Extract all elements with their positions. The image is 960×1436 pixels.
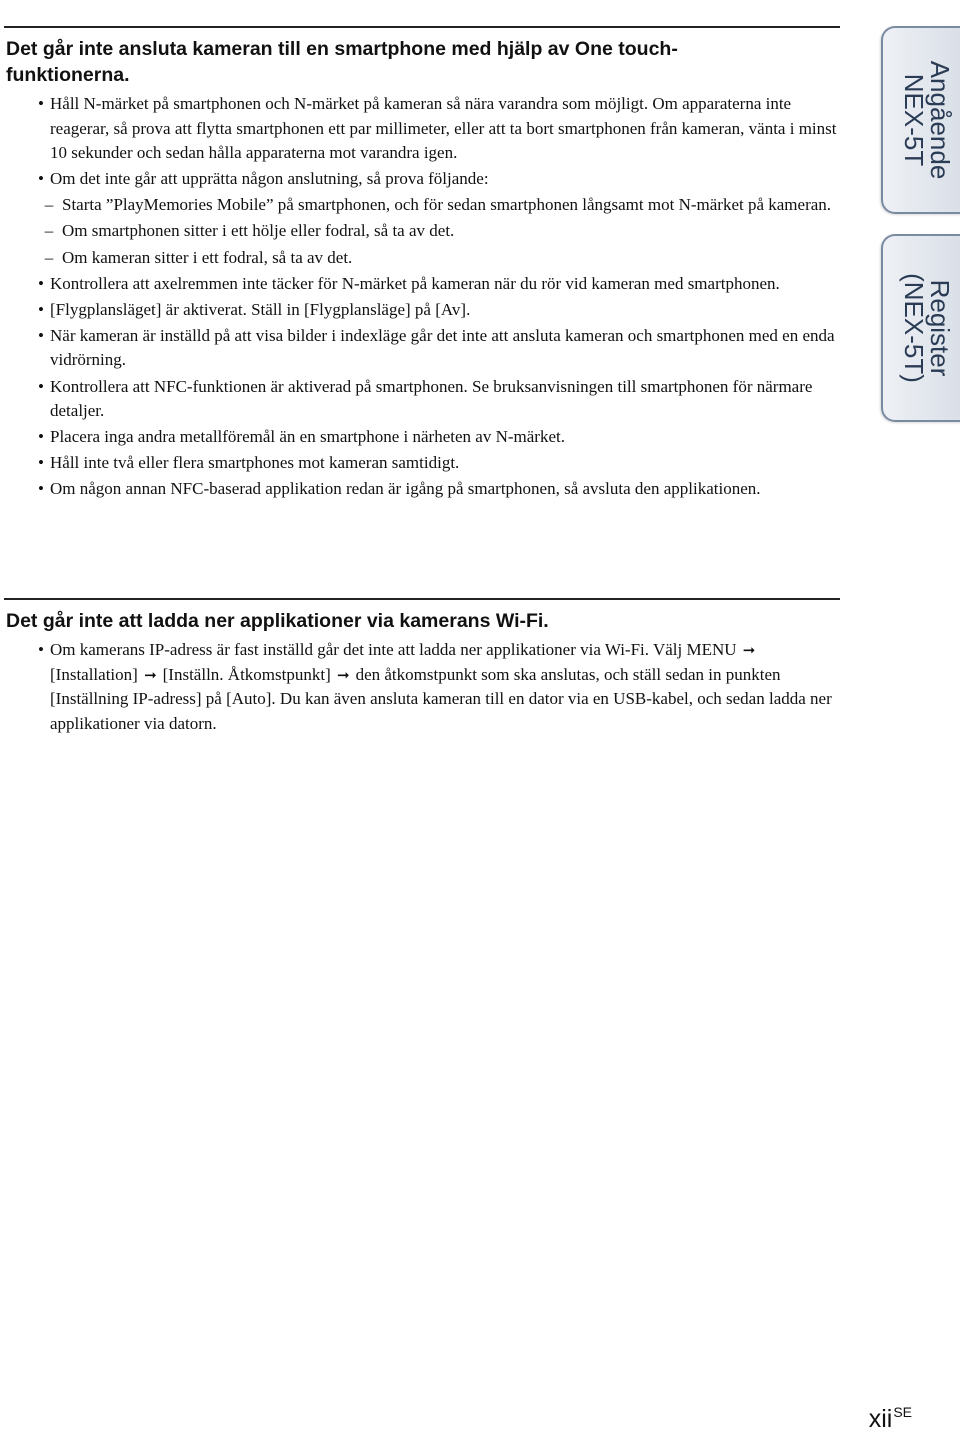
list-item-text: Om någon annan NFC-baserad applikation redan är igång på smartphonen, så avsluta den applikationen. [50, 479, 761, 499]
list-item [4, 272, 840, 297]
troubleshooting-list [4, 638, 840, 736]
list-item-text: Om kameran sitter i ett fodral, så ta av det. [62, 247, 353, 267]
list-item-text: Om det inte går att upprätta någon anslutning, så prova följande: [50, 169, 489, 189]
list-item-text: [Flygplansläget] är aktiverat. Ställ in [Flygplansläge] på [Av]. [50, 299, 471, 319]
list-item-text: Håll N-märket på smartphonen och N-märket på kameran så nära varandra som möjligt. Om apparaterna inte reagerar, så prova att flytta smartphonen ett par millimeter, eller att ta bort smartphonen från kameran, vänta i minst 10 sekunder och sedan hålla apparaterna mot varandra igen. [50, 94, 837, 163]
list-item [4, 324, 840, 373]
list-item-text: Kontrollera att NFC-funktionen är aktiverad på smartphonen. Se bruksanvisningen till smartphonen för närmare detaljer. [50, 376, 813, 421]
list-item-text: Håll inte två eller flera smartphones mot kameran samtidigt. [50, 453, 460, 473]
tab-label: Angående NEX-5T [899, 60, 955, 180]
bullet-marker: • [38, 376, 44, 396]
section-heading-line: funktionerna. [6, 64, 130, 86]
list-item-text: Placera inga andra metallföremål än en smartphone i närheten av N-märket. [50, 427, 565, 447]
list-item [4, 375, 840, 424]
bullet-marker: • [38, 427, 44, 447]
list-item-text: den åtkomstpunkt som ska anslutas, och ställ sedan in punkten [Inställning IP-adress] på [Auto]. Du kan även ansluta kameran till en dator via en USB-kabel, och sedan ladda ner applikationer via datorn. [50, 664, 832, 733]
tab-index-nex-5t[interactable] [881, 234, 960, 422]
menu-arrow-icon: ➞ [337, 665, 350, 684]
list-item-text: Om kamerans IP-adress är fast inställd går det inte att ladda ner applikationer via Wi-Fi. Välj MENU [50, 640, 737, 659]
list-item [4, 638, 840, 736]
bullet-marker: • [38, 453, 44, 473]
section-wifi-download [4, 598, 840, 738]
tab-label: Register (NEX-5T) [899, 273, 955, 383]
list-item-text: Starta ”PlayMemories Mobile” på smartphonen, och för sedan smartphonen långsamt mot N-märket på kameran. [62, 195, 832, 215]
troubleshooting-list [4, 92, 840, 502]
list-item [4, 92, 840, 166]
list-item [4, 298, 840, 323]
bullet-marker: • [38, 640, 44, 659]
menu-path-installation: [Installation] [50, 664, 138, 684]
bullet-marker: • [38, 273, 44, 293]
section-heading-line: Det går inte ansluta kameran till en smartphone med hjälp av One touch- [6, 38, 678, 60]
list-item-text: Om smartphonen sitter i ett hölje eller fodral, så ta av det. [62, 221, 455, 241]
section-divider [4, 26, 840, 28]
menu-path-access-point: [Inställn. Åtkomstpunkt] [162, 664, 331, 684]
page-number-suffix: SE [893, 1404, 912, 1420]
menu-arrow-icon: ➞ [144, 665, 157, 684]
dash-marker: – [44, 195, 54, 215]
sub-list-item [4, 193, 840, 218]
menu-arrow-icon: ➞ [742, 641, 756, 659]
section-heading: Det går inte att ladda ner applikationer via kamerans Wi-Fi. [6, 610, 549, 632]
sub-list-item [4, 219, 840, 244]
sub-list-item [4, 246, 840, 271]
section-nfc-connection [4, 26, 840, 504]
list-item-text: Kontrollera att axelremmen inte täcker för N-märket på kameran när du rör vid kameran med smartphonen. [50, 273, 780, 293]
list-item [4, 451, 840, 476]
bullet-marker: • [38, 325, 44, 345]
list-item [4, 167, 840, 192]
bullet-marker: • [38, 479, 44, 499]
section-divider [4, 598, 840, 600]
section-heading [6, 36, 840, 88]
bullet-marker: • [38, 299, 44, 319]
page-number-main: xii [868, 1405, 893, 1433]
page-number [869, 1404, 912, 1434]
dash-marker: – [44, 247, 54, 267]
list-item-text: När kameran är inställd på att visa bilder i indexläge går det inte att ansluta kameran och smartphonen med en enda vidrörning. [50, 325, 835, 370]
bullet-marker: • [38, 94, 44, 113]
list-item [4, 477, 840, 502]
tab-about-nex-5t[interactable] [881, 26, 960, 214]
bullet-marker: • [38, 169, 44, 189]
dash-marker: – [44, 221, 54, 241]
list-item [4, 425, 840, 450]
